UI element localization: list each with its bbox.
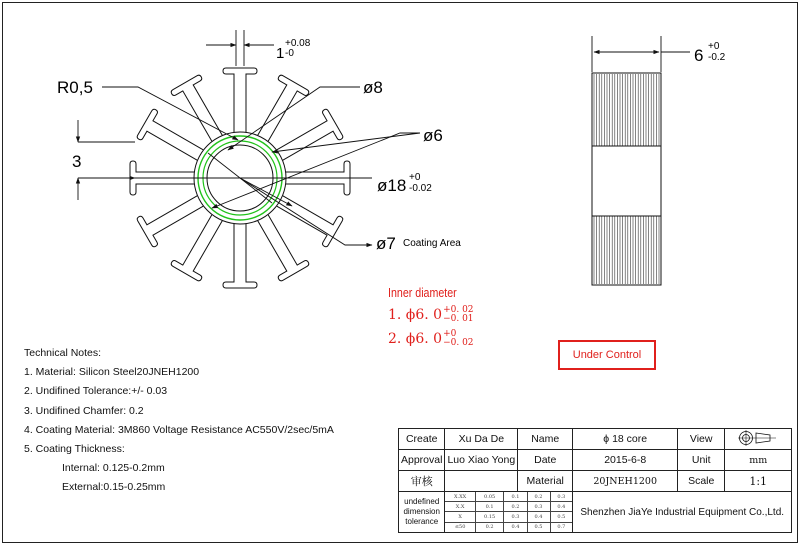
dim-thickness-tol-lower: -0.2: [708, 52, 726, 63]
dim-d7: ø7: [376, 234, 396, 253]
inner-diameter-row-1: 1. ϕ6. 0 +0. 02 −0. 01: [388, 305, 474, 324]
dim-slot-tol-lower: -0: [285, 48, 294, 59]
inner-diameter-note: [388, 285, 474, 348]
notes-title: Technical Notes:: [24, 347, 102, 359]
approval-value: Luo Xiao Yong: [445, 450, 518, 471]
stator-tooth: [223, 224, 257, 288]
approval-label: Approval: [399, 450, 445, 471]
name-value: ϕ 18 core: [573, 429, 678, 450]
dim-thickness-tol-upper: +0: [708, 41, 720, 52]
note-internal-thickness: Internal: 0.125-0.2mm: [62, 462, 165, 475]
dim-d18: ø18: [377, 176, 407, 195]
dim-radius: R0,5: [57, 78, 93, 97]
technical-notes: [24, 344, 334, 498]
company-name: Shenzhen JiaYe Industrial Equipment Co.,Ltd.: [573, 492, 792, 533]
dim-d18-tol-upper: +0: [409, 172, 421, 183]
inner-diameter-row-2: 2. ϕ6. 0 +0 −0. 02: [388, 329, 474, 348]
projection-symbol-cell: [725, 429, 792, 450]
view-label: View: [678, 429, 725, 450]
undefined-tolerance-label: undefined dimension tolerance: [399, 492, 445, 533]
tolerance-grid: X.XX 0.05 0.1 0.2 0.3 X.X 0.1 0.2 0.3 0.4 X 0.15 0.3 0.4 0.5 ≤50 0.2 0.4 0.5 0.7: [445, 492, 573, 533]
dim-d18-tol-lower: -0.02: [409, 183, 432, 194]
unit-value: mm: [725, 450, 792, 471]
review-label: 审核: [399, 471, 445, 492]
note-item: 4. Coating Material: 3M860 Voltage Resistance AC550V/2sec/5mA: [24, 423, 334, 436]
date-value: 2015-6-8: [573, 450, 678, 471]
unit-label: Unit: [678, 450, 725, 471]
note-item: 3. Undifined Chamfer: 0.2: [24, 404, 144, 417]
title-block: [398, 428, 792, 533]
scale-value: 1:1: [725, 471, 792, 492]
name-label: Name: [518, 429, 573, 450]
scale-label: Scale: [678, 471, 725, 492]
date-label: Date: [518, 450, 573, 471]
note-external-thickness: External:0.15-0.25mm: [62, 481, 166, 494]
note-item: 1. Material: Silicon Steel20JNEH1200: [24, 366, 200, 379]
review-value: [445, 471, 518, 492]
first-angle-projection-icon: [738, 430, 778, 446]
stator-tooth: [223, 68, 257, 132]
dim-tooth-width: 3: [72, 152, 82, 171]
coating-area-label: Coating Area: [403, 238, 461, 249]
create-value: Xu Da De: [445, 429, 518, 450]
dim-slot-width: 1: [276, 45, 285, 62]
create-label: Create: [399, 429, 445, 450]
material-value: 20JNEH1200: [573, 471, 678, 492]
material-label: Material: [518, 471, 573, 492]
dim-d8: ø8: [363, 78, 383, 97]
under-control-stamp: Under Control: [558, 340, 656, 370]
dim-thickness: 6: [694, 46, 704, 65]
inner-diameter-title: Inner diameter: [388, 285, 457, 300]
note-item: 2. Undifined Tolerance:+/- 0.03: [24, 385, 168, 398]
dim-slot-tol-upper: +0.08: [285, 38, 311, 49]
dim-d6: ø6: [423, 126, 443, 145]
note-item: 5. Coating Thickness:: [24, 443, 125, 456]
stator-core-side-view: [592, 36, 690, 285]
